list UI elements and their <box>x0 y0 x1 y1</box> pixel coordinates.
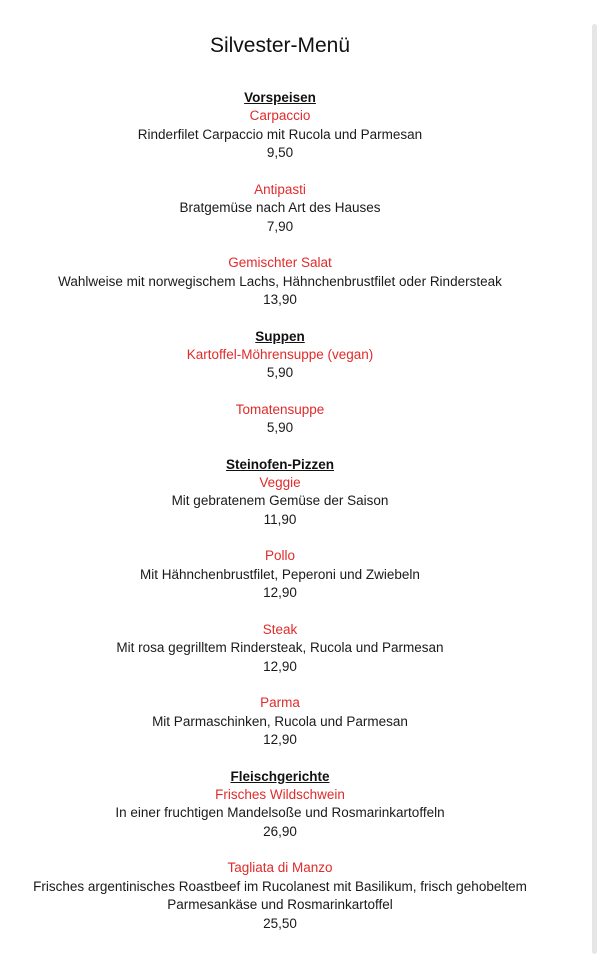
item-description: In einer fruchtigen Mandelsoße und Rosmarinkartoffeln <box>115 805 445 820</box>
menu-item <box>0 474 560 530</box>
menu-item <box>0 547 560 603</box>
section-suppen <box>0 328 560 438</box>
item-price: 11,90 <box>263 511 297 527</box>
item-price: 12,90 <box>263 732 297 747</box>
section-title: Suppen <box>255 328 305 344</box>
item-price: 5,90 <box>266 420 294 435</box>
item-description: Mit rosa gegrilltem Rindersteak, Rucola und Parmesan <box>116 640 444 655</box>
item-description: Bratgemüse nach Art des Hauses <box>179 200 381 215</box>
menu-item <box>0 401 560 438</box>
section-vorspeisen <box>0 89 560 310</box>
menu-item <box>0 621 560 677</box>
item-description: Wahlweise mit norwegischem Lachs, Hähnchenbrustfilet oder Rindersteak <box>58 273 502 289</box>
item-name: Tagliata di Manzo <box>227 860 333 875</box>
menu-item <box>0 694 560 750</box>
page-title: Silvester-Menü <box>209 34 351 57</box>
item-name: Carpaccio <box>249 108 311 123</box>
item-name: Veggie <box>259 474 301 490</box>
section-title: Vorspeisen <box>244 90 316 105</box>
menu-item <box>0 254 560 310</box>
item-description: Mit gebratenem Gemüse der Saison <box>171 493 389 508</box>
item-description: Mit Parmaschinken, Rucola und Parmesan <box>152 713 408 729</box>
item-name: Frisches Wildschwein <box>215 786 345 802</box>
item-description: Rinderfilet Carpaccio mit Rucola und Parmesan <box>137 126 423 142</box>
menu-item <box>0 786 560 842</box>
menu-item <box>0 181 560 237</box>
section-title: Fleischgerichte <box>230 768 330 784</box>
item-name: Steak <box>262 621 298 637</box>
item-price: 7,90 <box>266 218 294 234</box>
menu-content <box>0 33 560 951</box>
item-name: Gemischter Salat <box>228 255 332 270</box>
menu-item <box>0 859 560 933</box>
section-steinofen-pizzen <box>0 456 560 750</box>
item-description: Mit Hähnchenbrustfilet, Peperoni und Zwiebeln <box>140 566 420 582</box>
item-price: 5,90 <box>266 365 294 380</box>
item-description: Frisches argentinisches Roastbeef im Rucolanest mit Basilikum, frisch gehobeltem Parmesankäse und Rosmarinkartoffel <box>33 878 527 912</box>
item-price: 26,90 <box>263 823 297 839</box>
item-price: 25,50 <box>263 915 297 931</box>
item-price: 13,90 <box>263 292 297 307</box>
menu-item <box>0 346 560 383</box>
item-price: 12,90 <box>263 585 297 600</box>
item-name: Tomatensuppe <box>235 401 325 417</box>
item-price: 9,50 <box>266 145 294 160</box>
section-fleischgerichte <box>0 768 560 934</box>
item-name: Pollo <box>264 548 296 563</box>
item-name: Parma <box>260 695 300 710</box>
item-name: Antipasti <box>254 181 306 197</box>
item-price: 12,90 <box>263 658 297 674</box>
scrollbar[interactable] <box>592 24 597 954</box>
section-title: Steinofen-Pizzen <box>225 456 334 472</box>
menu-item <box>0 107 560 163</box>
item-name: Kartoffel-Möhrensuppe (vegan) <box>186 346 374 362</box>
